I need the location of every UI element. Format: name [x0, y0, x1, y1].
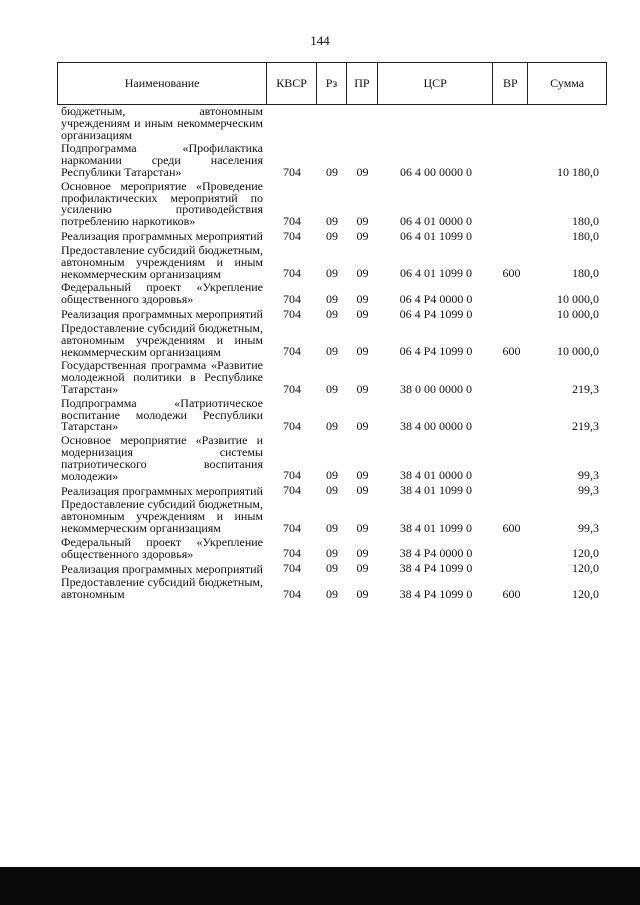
table-row: [57, 230, 607, 243]
row-rz: 09: [326, 306, 338, 321]
row-name: Предоставление субсидий бюджетным, автономным учреждениям и иным некоммерческим организациям: [61, 320, 263, 359]
row-vr: 600: [502, 266, 521, 281]
header-csr: ЦСР: [378, 63, 494, 104]
table-row: [57, 178, 607, 229]
row-sum: [529, 140, 607, 141]
table-row: [57, 360, 607, 395]
row-name: Подпрограмма «Патриотическое воспитание молодежи Республики Татарстан»: [61, 395, 263, 434]
row-sum: 219,3: [572, 381, 599, 396]
row-csr: [378, 140, 494, 141]
row-csr: 06 4 P4 1099 0: [399, 306, 473, 321]
row-csr: 38 4 01 0000 0: [400, 468, 472, 483]
row-vr: [494, 432, 529, 433]
row-vr: 600: [502, 586, 521, 601]
row-kvsr: 704: [283, 344, 301, 359]
row-pr: 09: [356, 483, 369, 498]
row-pr: 09: [356, 164, 369, 179]
row-name: Реализация программных мероприятий: [61, 561, 263, 576]
row-vr: [494, 320, 529, 321]
table-row: [57, 534, 607, 561]
row-kvsr: 704: [283, 586, 301, 601]
row-pr: 09: [356, 468, 369, 483]
row-kvsr: 704: [283, 266, 301, 281]
row-sum: 10 000,0: [557, 306, 599, 321]
table-row: [57, 242, 607, 281]
row-csr: 38 4 01 1099 0: [400, 483, 472, 498]
table-row: [57, 308, 607, 321]
row-rz: 09: [326, 561, 338, 576]
table-row: [57, 499, 607, 534]
row-vr: 600: [502, 344, 521, 359]
header-vr: ВР: [493, 63, 528, 104]
row-csr: 06 4 P4 0000 0: [399, 291, 473, 306]
row-csr: 38 4 P4 1099 0: [399, 586, 473, 601]
row-kvsr: 704: [283, 213, 301, 228]
row-pr: 09: [356, 213, 369, 228]
row-csr: 38 4 01 1099 0: [400, 520, 472, 535]
scan-bottom-border: [0, 867, 640, 905]
budget-table: [57, 62, 607, 603]
row-sum: 99,3: [578, 483, 599, 498]
row-sum: 99,3: [578, 520, 599, 535]
row-kvsr: 704: [283, 291, 301, 306]
row-pr: 09: [356, 520, 369, 535]
row-name: Предоставление субсидий бюджетным, автономным учреждениям и иным некоммерческим организациям: [61, 497, 263, 535]
header-pr: ПР: [347, 63, 378, 104]
row-kvsr: 704: [283, 546, 301, 561]
row-sum: 10 000,0: [557, 344, 599, 359]
table-row: [57, 320, 607, 359]
row-vr: [494, 178, 529, 179]
row-kvsr: 704: [283, 381, 301, 396]
row-sum: 180,0: [572, 228, 599, 243]
row-pr: 09: [356, 228, 369, 243]
row-kvsr: [267, 140, 317, 141]
row-pr: 09: [356, 306, 369, 321]
table-row: [57, 577, 607, 601]
row-csr: 06 4 01 1099 0: [400, 228, 472, 243]
row-pr: 09: [356, 344, 369, 359]
row-name: Основное мероприятие «Развитие и модернизация системы патриотического воспитания молодежи»: [61, 433, 263, 483]
row-csr: 06 4 00 0000 0: [400, 164, 472, 179]
row-sum: 120,0: [572, 586, 599, 601]
header-sum: Сумма: [550, 76, 585, 90]
row-name: бюджетным, автономным учреждениям и иным некоммерческим организациям: [61, 104, 263, 142]
row-kvsr: 704: [283, 419, 301, 434]
row-pr: 09: [356, 546, 369, 561]
row-kvsr: 704: [283, 561, 301, 576]
row-rz: 09: [326, 266, 338, 281]
row-kvsr: 704: [283, 468, 301, 483]
row-kvsr: 704: [283, 306, 301, 321]
row-vr: [494, 574, 529, 575]
row-rz: 09: [326, 520, 338, 535]
row-rz: 09: [326, 213, 338, 228]
row-vr: [494, 559, 529, 560]
row-csr: 06 4 P4 1099 0: [399, 344, 473, 359]
row-vr: [494, 395, 529, 396]
row-sum: 10 180,0: [557, 164, 599, 179]
row-vr: [494, 481, 529, 482]
row-sum: 180,0: [572, 213, 599, 228]
table-row: [57, 435, 607, 482]
row-csr: 38 4 P4 1099 0: [399, 561, 473, 576]
row-pr: [347, 140, 378, 141]
table-row: [57, 562, 607, 575]
row-kvsr: 704: [283, 483, 301, 498]
row-sum: 219,3: [572, 419, 599, 434]
row-name: Реализация программных мероприятий: [61, 229, 263, 244]
row-vr: [494, 305, 529, 306]
row-rz: 09: [326, 468, 338, 483]
row-rz: 09: [326, 228, 338, 243]
table-body: [57, 106, 607, 601]
row-name: Предоставление субсидий бюджетным, автономным учреждениям и иным некоммерческим организациям: [61, 242, 263, 281]
row-sum: 10 000,0: [557, 291, 599, 306]
row-vr: 600: [502, 520, 521, 535]
row-pr: 09: [356, 586, 369, 601]
row-pr: 09: [356, 291, 369, 306]
row-sum: 120,0: [572, 546, 599, 561]
header-kvsr: КВСР: [267, 63, 317, 104]
row-pr: 09: [356, 561, 369, 576]
row-name: Федеральный проект «Укрепление общественного здоровья»: [61, 534, 263, 561]
header-name: Наименование: [58, 63, 267, 104]
row-rz: 09: [326, 291, 338, 306]
row-csr: 06 4 01 1099 0: [400, 266, 472, 281]
row-name: Государственная программа «Развитие молодежной политики в Республике Татарстан»: [61, 358, 263, 396]
row-rz: 09: [326, 419, 338, 434]
row-sum: 120,0: [572, 561, 599, 576]
row-rz: 09: [326, 381, 338, 396]
row-rz: 09: [326, 546, 338, 561]
row-sum: 180,0: [572, 266, 599, 281]
row-pr: 09: [356, 419, 369, 434]
page-number: 144: [310, 33, 330, 48]
row-csr: 38 0 00 0000 0: [400, 381, 472, 396]
row-vr: [494, 227, 529, 228]
row-csr: 06 4 01 0000 0: [400, 213, 472, 228]
row-pr: 09: [356, 266, 369, 281]
row-vr: [494, 140, 529, 141]
table-row: [57, 106, 607, 141]
table-header: [57, 62, 607, 105]
row-kvsr: 704: [283, 164, 301, 179]
table-row: [57, 484, 607, 497]
row-csr: 38 4 P4 0000 0: [399, 546, 473, 561]
row-rz: 09: [326, 164, 338, 179]
row-sum: 99,3: [578, 468, 599, 483]
row-name: Реализация программных мероприятий: [61, 307, 263, 322]
row-rz: 09: [326, 344, 338, 359]
row-rz: 09: [326, 483, 338, 498]
row-name: Реализация программных мероприятий: [61, 483, 263, 498]
row-vr: [494, 496, 529, 497]
row-kvsr: 704: [283, 520, 301, 535]
row-rz: [317, 140, 347, 141]
row-rz: 09: [326, 586, 338, 601]
table-row: [57, 282, 607, 306]
table-row: [57, 143, 607, 178]
row-pr: 09: [356, 381, 369, 396]
row-name: Федеральный проект «Укрепление общественного здоровья»: [61, 280, 263, 307]
row-name: Подпрограмма «Профилактика наркомании среди населения Республики Татарстан»: [61, 141, 263, 179]
row-name: Основное мероприятие «Проведение профилактических мероприятий по усилению противодействия потреблению наркотиков»: [61, 178, 263, 229]
table-row: [57, 395, 607, 434]
row-name: Предоставление субсидий бюджетным, автономным: [61, 575, 263, 602]
header-rz: Рз: [317, 63, 347, 104]
row-csr: 38 4 00 0000 0: [400, 419, 472, 434]
row-kvsr: 704: [283, 228, 301, 243]
row-vr: [494, 242, 529, 243]
